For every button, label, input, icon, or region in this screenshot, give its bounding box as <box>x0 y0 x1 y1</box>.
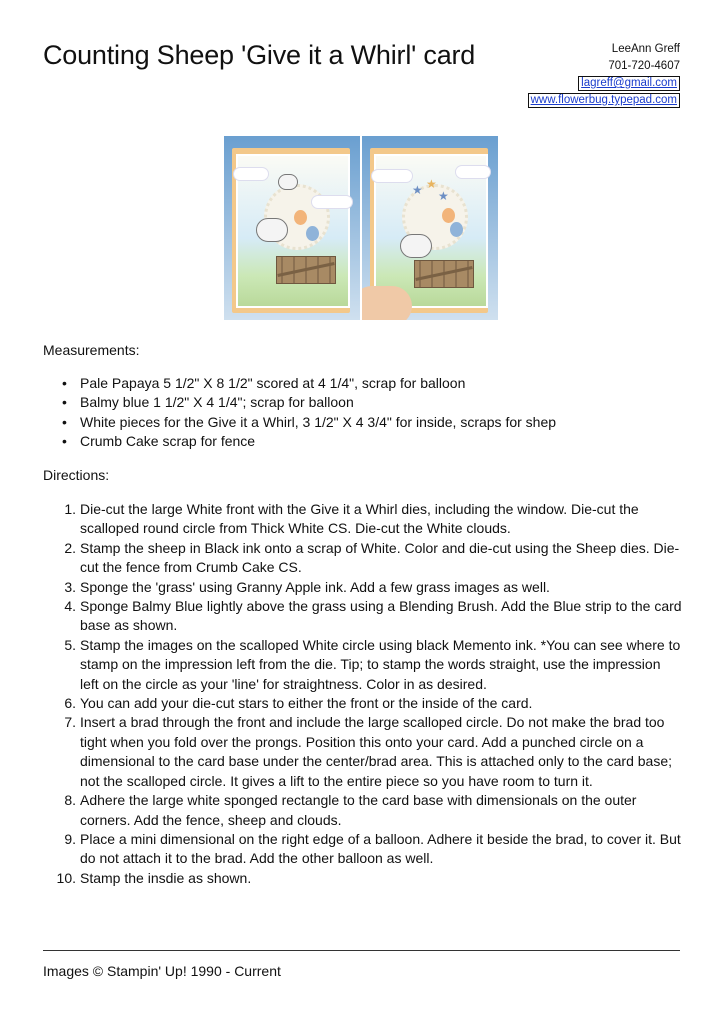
step-text: Stamp the sheep in Black ink onto a scrap of White. Color and die-cut using the Sheep dies. Die-cut the fence from Crumb Cake CS. <box>80 539 680 576</box>
balloon-icon <box>450 222 463 237</box>
contact-block <box>528 41 680 109</box>
list-item: • Balmy blue 1 1/2" X 4 1/4"; scrap for balloon <box>62 393 682 412</box>
list-item <box>43 578 683 597</box>
list-item <box>43 869 683 888</box>
website-link-box <box>528 93 680 108</box>
step-number: 3. <box>64 578 76 595</box>
step-text: Sponge Balmy Blue lightly above the grass using a Blending Brush. Add the Blue strip to the card base as shown. <box>80 598 682 634</box>
step-number: 1. <box>64 501 76 517</box>
directions-heading: Directions: <box>43 467 110 483</box>
step-number: 4. <box>64 598 76 615</box>
step-text: Place a mini dimensional on the right edge of a balloon. Adhere it beside the brad, to cover it. But do not attach it to the brad. Add the other balloon as well. <box>80 830 681 867</box>
list-item <box>43 830 683 869</box>
page-title: Counting Sheep 'Give it a Whirl' card <box>43 40 476 70</box>
card-front-photo <box>224 136 360 320</box>
list-item <box>43 539 683 578</box>
list-item <box>43 500 683 539</box>
list-item: • White pieces for the Give it a Whirl, 3 1/2" X 4 3/4" for inside, scraps for shep <box>62 413 682 432</box>
card-panel <box>374 154 488 308</box>
step-number: 9. <box>64 830 76 847</box>
list-item: • Crumb Cake scrap for fence <box>62 432 682 451</box>
footer-divider <box>43 950 680 951</box>
step-number: 5. <box>64 636 76 653</box>
cloud-icon <box>312 196 352 208</box>
measurements-heading: Measurements: <box>43 342 140 358</box>
star-icon: ★ <box>426 177 437 191</box>
hand-icon <box>362 286 412 320</box>
step-text: Stamp the insdie as shown. <box>80 869 252 886</box>
card-open-photo <box>362 136 498 320</box>
step-text: Adhere the large white sponged rectangle to the card base with dimensionals on the outer corners. Add the fence, sheep and clouds. <box>80 792 637 828</box>
step-text: You can add your die-cut stars to either the front or the inside of the card. <box>80 695 533 712</box>
footer-copyright: Images © Stampin' Up! 1990 - Current <box>43 963 281 979</box>
directions-list <box>43 500 683 888</box>
step-number: 7. <box>64 714 76 731</box>
list-item <box>43 694 683 713</box>
step-number: 6. <box>64 695 76 712</box>
author-name: LeeAnn Greff <box>611 43 680 55</box>
balloon-icon <box>442 208 455 223</box>
website-link[interactable]: www.flowerbug.typepad.com <box>530 94 677 106</box>
balloon-icon <box>306 226 319 241</box>
sheep-icon <box>256 218 288 242</box>
list-item <box>43 791 683 830</box>
cloud-icon <box>372 170 412 182</box>
star-icon: ★ <box>412 183 423 197</box>
step-text: Sponge the 'grass' using Granny Apple ink. Add a few grass images as well. <box>80 578 550 595</box>
email-link[interactable]: lagreff@gmail.com <box>581 77 677 89</box>
sheep-icon <box>278 174 298 190</box>
phone-number: 701-720-4607 <box>608 60 680 72</box>
step-text: Stamp the images on the scalloped White circle using black Memento ink. *You can see where to stamp on the impression left from the die. Tip; to stamp the words straight, use the impression left on the circle as your 'line' for straightness. Color in as desired. <box>80 636 681 692</box>
step-number: 8. <box>64 792 76 809</box>
step-text: Insert a brad through the front and include the large scalloped circle. Do not make the brad too tight when you fold over the prongs. Position this onto your card. Add a punched circle on a dimensional to the card base under the center/brad area. This is attached only to the card base; not the scalloped circle. It gives a lift to the entire piece so you have room to turn it. <box>80 714 672 789</box>
step-number: 2. <box>64 539 76 556</box>
email-link-box <box>578 76 680 91</box>
sheep-icon <box>400 234 432 258</box>
card-panel <box>236 154 350 308</box>
fence-icon <box>276 256 336 284</box>
list-item: • Pale Papaya 5 1/2" X 8 1/2" scored at 4 1/4", scrap for balloon <box>62 374 682 393</box>
list-item <box>43 636 683 694</box>
cloud-icon <box>456 166 490 178</box>
star-icon: ★ <box>438 189 449 203</box>
step-text: Die-cut the large White front with the Give it a Whirl dies, including the window. Die-cut the scalloped round circle from Thick White CS. Die-cut the White clouds. <box>80 501 639 537</box>
balloon-icon <box>294 210 307 225</box>
list-item <box>43 713 683 791</box>
measurements-list <box>62 374 682 452</box>
fence-icon <box>414 260 474 288</box>
step-number: 10. <box>56 869 76 886</box>
cloud-icon <box>234 168 268 180</box>
list-item <box>43 597 683 636</box>
